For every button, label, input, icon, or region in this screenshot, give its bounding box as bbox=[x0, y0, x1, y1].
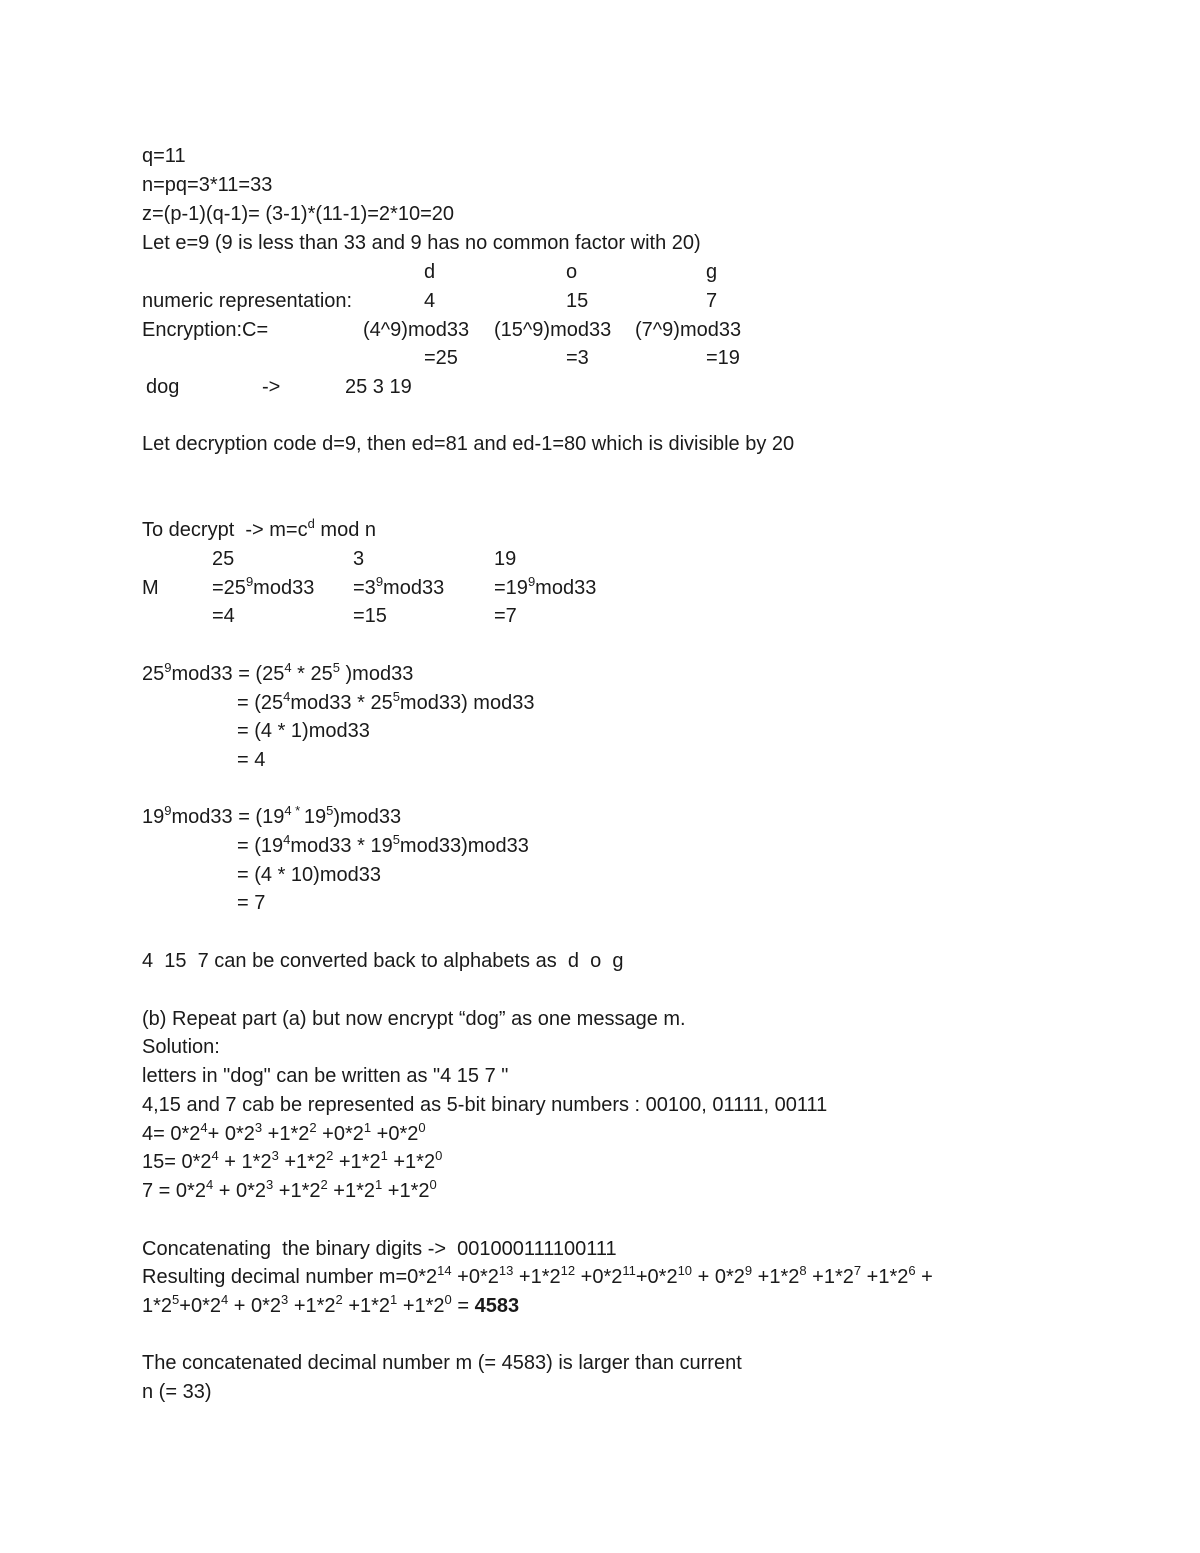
encrypt-expr-d: (4^9)mod33 bbox=[363, 319, 470, 341]
calc25-line2: = $(25^4mod33 * 25^5mod33)$ mod33 bbox=[237, 689, 535, 714]
converted-back: 4 15 7 can be converted back to alphabets as d o g bbox=[142, 950, 624, 972]
z-value: z=(p-1)(q-1)= (3-1)*(11-1)=2*10=20 bbox=[142, 203, 455, 225]
numeric-label: numeric representation: bbox=[142, 290, 353, 312]
encrypt-result-d: =25 bbox=[424, 347, 458, 369]
calc19-line2: = $(19^4mod33 * 19^5mod33)mod33$ bbox=[237, 832, 529, 857]
decryption-code: Let decryption code d=9, then ed=81 and ed-1=80 which is divisible by 20 bbox=[142, 433, 795, 455]
decrypt-result-15: =15 bbox=[353, 605, 387, 627]
solution-label: Solution: bbox=[142, 1036, 220, 1058]
encryption-label: Encryption:C= bbox=[142, 319, 269, 341]
eq-7: $7 = 0*2^4 + 0*2^3 +1*2^2 +1*2^1 +1*2^0$ bbox=[142, 1177, 437, 1202]
part-b-question: (b) Repeat part (a) but now encrypt “dog” as one message m. bbox=[142, 1008, 686, 1030]
resulting-line-2: $1*2^5+0*2^4 + 0*2^3 +1*2^2 +1*2^1 +1*2^0 = 4583$ bbox=[142, 1292, 520, 1317]
eq-4: $4= 0*2^4+ 0*2^3 +1*2^2 +0*2^1 +0*2^0$ bbox=[142, 1120, 426, 1145]
result-value: 4583 bbox=[474, 1295, 520, 1317]
larger-line-1: The concatenated decimal number m (= 4583) is larger than current bbox=[142, 1352, 742, 1374]
m-label: M bbox=[142, 577, 159, 599]
resulting-line-1: Resulting decimal number $m=0*2^{14} +0*2^{13} +1*2^{12} +0*2^{11}+0*2^{10} + 0*2^9 +1*2^8 +1*2^7 +1*2^6$ + bbox=[142, 1263, 933, 1288]
calc25-line3: = (4 * 1)mod33 bbox=[237, 720, 370, 742]
letter-g: g bbox=[706, 261, 718, 283]
binary-line: 4,15 and 7 cab be represented as 5-bit binary numbers : 00100, 01111, 00111 bbox=[142, 1094, 828, 1116]
concatenating-line: Concatenating the binary digits -> 001000111100111 bbox=[142, 1238, 617, 1260]
letters-line: letters in "dog" can be written as "4 15 7 " bbox=[142, 1065, 509, 1087]
q-value: q=11 bbox=[142, 145, 186, 167]
calc19-line4: = 7 bbox=[237, 892, 266, 914]
n-value: n=pq=3*11=33 bbox=[142, 174, 273, 196]
summary-arrow: -> bbox=[262, 376, 281, 398]
letter-o: o bbox=[566, 261, 578, 283]
numeric-g: 7 bbox=[706, 290, 718, 312]
cipher-25: 25 bbox=[212, 548, 235, 570]
encrypt-result-o: =3 bbox=[566, 347, 589, 369]
larger-line-2: n (= 33) bbox=[142, 1381, 212, 1403]
encrypt-expr-o: (15^9)mod33 bbox=[494, 319, 612, 341]
cipher-3: 3 bbox=[353, 548, 365, 570]
decrypt-result-7: =7 bbox=[494, 605, 517, 627]
decrypt-formula: To decrypt -> $m=c^d$ mod n bbox=[142, 516, 377, 541]
numeric-d: 4 bbox=[424, 290, 436, 312]
calc19-line1: $19^9mod33 = (19^{4 *}$ $19^5)mod33$ bbox=[142, 803, 402, 828]
decrypt-expr-3: $=3^9mod33$ bbox=[353, 574, 445, 599]
eq-15: $15= 0*2^4 + 1*2^3 +1*2^2 +1*2^1 +1*2^0$ bbox=[142, 1148, 443, 1173]
encrypt-result-g: =19 bbox=[706, 347, 740, 369]
calc25-line1: $25^9mod33 = (25^4 * 25^5$ )mod33 bbox=[142, 660, 414, 685]
summary-word: dog bbox=[146, 376, 180, 398]
summary-cipher: 25 3 19 bbox=[345, 376, 412, 398]
e-choice: Let e=9 (9 is less than 33 and 9 has no common factor with 20) bbox=[142, 232, 701, 254]
letter-d: d bbox=[424, 261, 436, 283]
numeric-o: 15 bbox=[566, 290, 589, 312]
calc25-line4: = 4 bbox=[237, 749, 266, 771]
decrypt-expr-25: $=25^9mod33$ bbox=[212, 574, 315, 599]
encrypt-expr-g: (7^9)mod33 bbox=[635, 319, 742, 341]
cipher-19: 19 bbox=[494, 548, 517, 570]
decrypt-expr-19: $=19^9mod33$ bbox=[494, 574, 597, 599]
decrypt-result-4: =4 bbox=[212, 605, 235, 627]
calc19-line3: = (4 * 10)mod33 bbox=[237, 864, 381, 886]
